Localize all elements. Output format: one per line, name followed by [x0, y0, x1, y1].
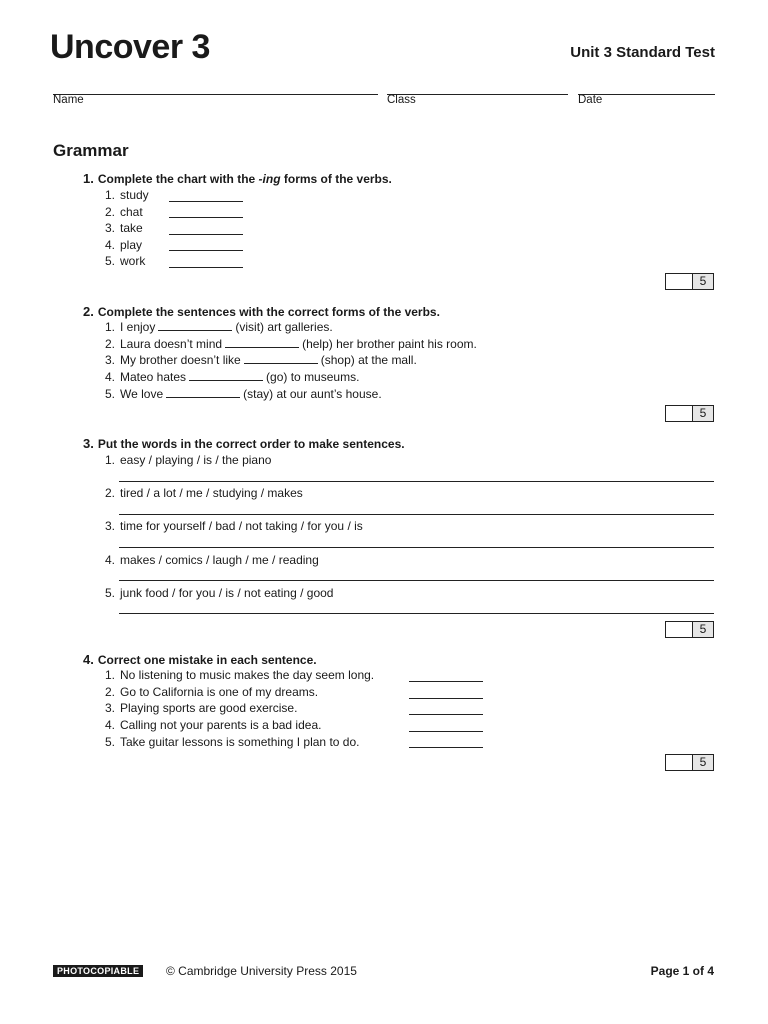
item-number: 5. [104, 254, 115, 268]
instruction-text: Complete the chart with the [97, 172, 259, 186]
item-number: 4. [104, 553, 115, 567]
answer-blank[interactable] [166, 387, 240, 398]
instruction-italic: -ing [258, 172, 281, 186]
copyright-text: © Cambridge University Press 2015 [166, 964, 357, 978]
item-text: makes / comics / laugh / me / reading [120, 553, 319, 567]
score-input[interactable] [666, 406, 693, 421]
item-number: 2. [104, 685, 115, 699]
item-text: time for yourself / bad / not taking / for you / is [120, 519, 363, 533]
max-score: 5 [693, 622, 713, 637]
item-number: 5. [104, 387, 115, 401]
instruction-text: Complete the sentences with the correct forms of the verbs. [97, 305, 440, 319]
answer-line[interactable] [119, 547, 714, 548]
question-1-title [83, 171, 392, 186]
answer-line[interactable] [119, 580, 714, 581]
item-number: 3. [104, 221, 115, 235]
item-text: My brother doesn’t like [120, 353, 241, 367]
answer-blank[interactable] [169, 201, 243, 202]
list-item [98, 320, 333, 334]
list-item [98, 221, 143, 235]
list-item [98, 205, 143, 219]
item-text: (help) her brother paint his room. [302, 337, 477, 351]
item-text: (shop) at the mall. [320, 353, 417, 367]
item-number: 1. [104, 320, 115, 334]
item-text: Go to California is one of my dreams. [120, 685, 319, 699]
score-input[interactable] [666, 755, 693, 770]
max-score: 5 [693, 406, 713, 421]
list-item [98, 453, 271, 467]
item-text: I enjoy [120, 320, 156, 334]
test-name: Unit 3 Standard Test [570, 44, 715, 61]
book-title: Uncover 3 [50, 28, 210, 66]
list-item [98, 685, 318, 699]
list-item [98, 586, 333, 600]
list-item [98, 718, 321, 732]
item-text: No listening to music makes the day seem long. [120, 668, 375, 682]
list-item [98, 387, 382, 401]
item-number: 1. [104, 668, 115, 682]
item-text: Take guitar lessons is something I plan to do. [120, 735, 360, 749]
item-text: play [120, 238, 143, 252]
answer-line[interactable] [119, 481, 714, 482]
score-input[interactable] [666, 622, 693, 637]
answer-blank[interactable] [409, 731, 483, 732]
score-box[interactable] [665, 754, 714, 771]
item-number: 5. [104, 735, 115, 749]
item-number: 4. [104, 718, 115, 732]
item-text: work [120, 254, 146, 268]
list-item [98, 188, 149, 202]
item-text: easy / playing / is / the piano [120, 453, 272, 467]
answer-blank[interactable] [189, 370, 263, 381]
answer-blank[interactable] [169, 217, 243, 218]
instruction-text: forms of the verbs. [280, 172, 392, 186]
page-number: Page 1 of 4 [650, 964, 714, 978]
question-3-title [83, 436, 405, 451]
name-label: Name [53, 94, 84, 106]
item-text: junk food / for you / is / not eating / good [120, 586, 334, 600]
item-text: (stay) at our aunt’s house. [243, 387, 382, 401]
answer-blank[interactable] [225, 337, 299, 348]
item-number: 4. [104, 370, 115, 384]
instruction-text: Put the words in the correct order to make sentences. [97, 437, 405, 451]
class-label: Class [387, 94, 416, 106]
max-score: 5 [693, 274, 713, 289]
item-text: (go) to museums. [266, 370, 360, 384]
item-text: We love [120, 387, 164, 401]
question-number: 2. [83, 304, 94, 319]
answer-line[interactable] [119, 514, 714, 515]
question-4-title [83, 652, 317, 667]
answer-blank[interactable] [169, 250, 243, 251]
item-text: take [120, 221, 143, 235]
answer-blank[interactable] [409, 714, 483, 715]
date-label: Date [578, 94, 603, 106]
item-number: 3. [104, 519, 115, 533]
list-item [98, 353, 417, 367]
list-item [98, 370, 359, 384]
item-number: 4. [104, 238, 115, 252]
score-box[interactable] [665, 273, 714, 290]
item-text: (visit) art galleries. [235, 320, 333, 334]
list-item [98, 486, 303, 500]
question-number: 4. [83, 652, 94, 667]
item-text: Calling not your parents is a bad idea. [120, 718, 322, 732]
answer-blank[interactable] [409, 681, 483, 682]
name-field[interactable] [53, 94, 378, 95]
question-number: 3. [83, 436, 94, 451]
instruction-text: Correct one mistake in each sentence. [97, 653, 317, 667]
score-input[interactable] [666, 274, 693, 289]
item-number: 2. [104, 205, 115, 219]
item-number: 3. [104, 701, 115, 715]
score-box[interactable] [665, 405, 714, 422]
list-item [98, 701, 297, 715]
section-title: Grammar [53, 141, 129, 160]
item-text: chat [120, 205, 143, 219]
question-number: 1. [83, 171, 94, 186]
item-text: Mateo hates [120, 370, 187, 384]
item-number: 1. [104, 453, 115, 467]
item-number: 3. [104, 353, 115, 367]
item-text: tired / a lot / me / studying / makes [120, 486, 303, 500]
list-item [98, 735, 359, 749]
list-item [98, 553, 319, 567]
item-text: Laura doesn’t mind [120, 337, 223, 351]
item-number: 5. [104, 586, 115, 600]
list-item [98, 519, 363, 533]
item-text: study [120, 188, 149, 202]
answer-line[interactable] [119, 613, 714, 614]
item-number: 2. [104, 337, 115, 351]
answer-blank[interactable] [244, 353, 318, 364]
list-item [98, 238, 142, 252]
answer-blank[interactable] [158, 320, 232, 331]
item-text: Playing sports are good exercise. [120, 701, 298, 715]
max-score: 5 [693, 755, 713, 770]
answer-blank[interactable] [169, 267, 243, 268]
list-item [98, 254, 145, 268]
item-number: 2. [104, 486, 115, 500]
list-item [98, 337, 477, 351]
answer-blank[interactable] [169, 234, 243, 235]
answer-blank[interactable] [409, 698, 483, 699]
list-item [98, 668, 374, 682]
score-box[interactable] [665, 621, 714, 638]
answer-blank[interactable] [409, 747, 483, 748]
item-number: 1. [104, 188, 115, 202]
photocopiable-badge: PHOTOCOPIABLE [53, 965, 143, 977]
question-2-title [83, 304, 440, 319]
